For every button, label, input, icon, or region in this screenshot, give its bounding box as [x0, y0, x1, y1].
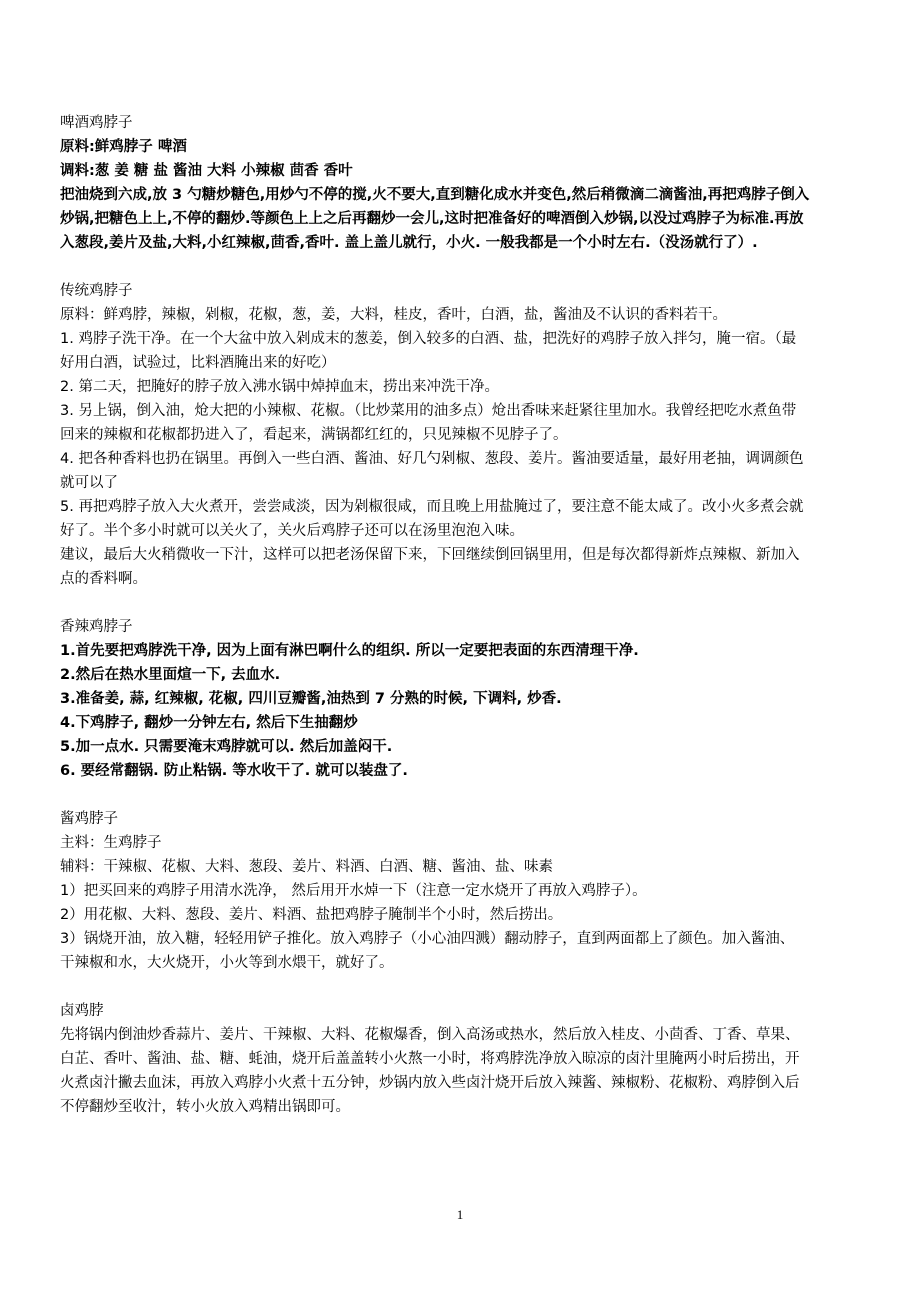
- paragraph-line: 原料:鲜鸡脖子 啤酒: [60, 139, 187, 155]
- section-spacer: [60, 255, 892, 279]
- paragraph-line: 火煮卤汁撇去血沫，再放入鸡脖小火煮十五分钟，炒锅内放入些卤汁烧开后放入辣酱、辣椒粉、花椒粉、鸡脖倒入后: [60, 1075, 800, 1091]
- paragraph-line: 白芷、香叶、酱油、盐、糖、蚝油，烧开后盖盖转小火熬一小时，将鸡脖洗净放入晾凉的卤汁里腌两小时后捞出，开: [60, 1051, 800, 1067]
- paragraph-line: 2. 第二天，把腌好的脖子放入沸水锅中焯掉血末，捞出来冲洗干净。: [60, 379, 499, 395]
- section-title: 香辣鸡脖子: [60, 619, 133, 635]
- paragraph-line: 好了。半个多小时就可以关火了，关火后鸡脖子还可以在汤里泡泡入味。: [60, 523, 524, 539]
- paragraph-line: 点的香料啊。: [60, 571, 147, 587]
- paragraph-line: 调料:葱 姜 糖 盐 酱油 大料 小辣椒 茴香 香叶: [60, 163, 353, 179]
- paragraph-line: 2.然后在热水里面煊一下, 去血水.: [60, 667, 281, 683]
- paragraph-line: 就可以了: [60, 475, 118, 491]
- paragraph-line: 3. 另上锅，倒入油，炝大把的小辣椒、花椒。（比炒菜用的油多点）炝出香味来赶紧往里加水。我曾经把吃水煮鱼带: [60, 403, 797, 419]
- paragraph-line: 原料：鲜鸡脖，辣椒，剁椒，花椒，葱，姜，大料，桂皮，香叶，白酒，盐，酱油及不认识的香料若干。: [60, 307, 727, 323]
- paragraph-line: 炒锅,把糖色上上,不停的翻炒.等颜色上上之后再翻炒一会儿,这时把准备好的啤酒倒入炒锅,以没过鸡脖子为标准.再放: [60, 211, 804, 227]
- paragraph-line: 主料：生鸡脖子: [60, 835, 162, 851]
- page-number: 1: [456, 1207, 464, 1222]
- document-body: [60, 111, 892, 1119]
- paragraph-line: 1）把买回来的鸡脖子用清水洗净， 然后用开水焯一下（注意一定水烧开了再放入鸡脖子）。: [60, 883, 647, 899]
- section-spacer: [60, 591, 892, 615]
- paragraph-line: 入葱段,姜片及盐,大料,小红辣椒,茴香,香叶. 盖上盖儿就行，小火. 一般我都是一个小时左右.（没汤就行了）.: [60, 235, 758, 251]
- section-spacer: [60, 975, 892, 999]
- section-soy-chicken-neck: [60, 807, 892, 975]
- paragraph-line: 4. 把各种香料也扔在锅里。再倒入一些白酒、酱油、好几勺剁椒、葱段、姜片。酱油要适量，最好用老抽，调调颜色: [60, 451, 804, 467]
- paragraph-line: 干辣椒和水，大火烧开，小火等到水煨干，就好了。: [60, 955, 394, 971]
- section-title: 酱鸡脖子: [60, 811, 118, 827]
- paragraph-line: 不停翻炒至收汁，转小火放入鸡精出锅即可。: [60, 1099, 350, 1115]
- section-spacer: [60, 783, 892, 807]
- section-beer-chicken-neck: [60, 111, 892, 255]
- paragraph-line: 4.下鸡脖子, 翻炒一分钟左右, 然后下生抽翻炒: [60, 715, 358, 731]
- paragraph-line: 建议，最后大火稍微收一下汁，这样可以把老汤保留下来，下回继续倒回锅里用，但是每次都得新炸点辣椒、新加入: [60, 547, 800, 563]
- paragraph-line: 1.首先要把鸡脖洗干净, 因为上面有淋巴啊什么的组织. 所以一定要把表面的东西清理干净.: [60, 643, 639, 659]
- paragraph-line: 6. 要经常翻锅. 防止粘锅. 等水收干了. 就可以装盘了.: [60, 763, 408, 779]
- section-title: 传统鸡脖子: [60, 283, 133, 299]
- paragraph-line: 辅料：干辣椒、花椒、大料、葱段、姜片、料酒、白酒、糖、酱油、盐、味素: [60, 859, 553, 875]
- paragraph-line: 把油烧到六成,放 3 勺糖炒糖色,用炒勺不停的搅,火不要大,直到糖化成水并变色,然后稍微滴二滴酱油,再把鸡脖子倒入: [60, 187, 810, 203]
- section-title: 啤酒鸡脖子: [60, 115, 133, 131]
- paragraph-line: 回来的辣椒和花椒都扔进入了，看起来，满锅都红红的，只见辣椒不见脖子了。: [60, 427, 568, 443]
- paragraph-line: 2）用花椒、大料、葱段、姜片、料酒、盐把鸡脖子腌制半个小时，然后捞出。: [60, 907, 563, 923]
- section-traditional-chicken-neck: [60, 279, 892, 591]
- section-title: 卤鸡脖: [60, 1003, 104, 1019]
- paragraph-line: 3）锅烧开油，放入糖，轻轻用铲子推化。放入鸡脖子（小心油四溅）翻动脖子，直到两面都上了颜色。加入酱油、: [60, 931, 795, 947]
- paragraph-line: 1. 鸡脖子洗干净。在一个大盆中放入剁成末的葱姜，倒入较多的白酒、盐，把洗好的鸡脖子放入拌匀，腌一宿。（最: [60, 331, 797, 347]
- paragraph-line: 3.准备姜, 蒜, 红辣椒, 花椒, 四川豆瓣酱,油热到 7 分熟的时候, 下调料, 炒香.: [60, 691, 562, 707]
- section-spicy-chicken-neck: [60, 615, 892, 783]
- paragraph-line: 好用白酒，试验过，比料酒腌出来的好吃）: [60, 355, 336, 371]
- section-braised-chicken-neck: [60, 999, 892, 1119]
- paragraph-line: 先将锅内倒油炒香蒜片、姜片、干辣椒、大料、花椒爆香，倒入高汤或热水，然后放入桂皮、小茴香、丁香、草果、: [60, 1027, 800, 1043]
- paragraph-line: 5.加一点水. 只需要淹末鸡脖就可以. 然后加盖闷干.: [60, 739, 393, 755]
- paragraph-line: 5. 再把鸡脖子放入大火煮开，尝尝咸淡，因为剁椒很咸，而且晚上用盐腌过了，要注意不能太咸了。改小火多煮会就: [60, 499, 804, 515]
